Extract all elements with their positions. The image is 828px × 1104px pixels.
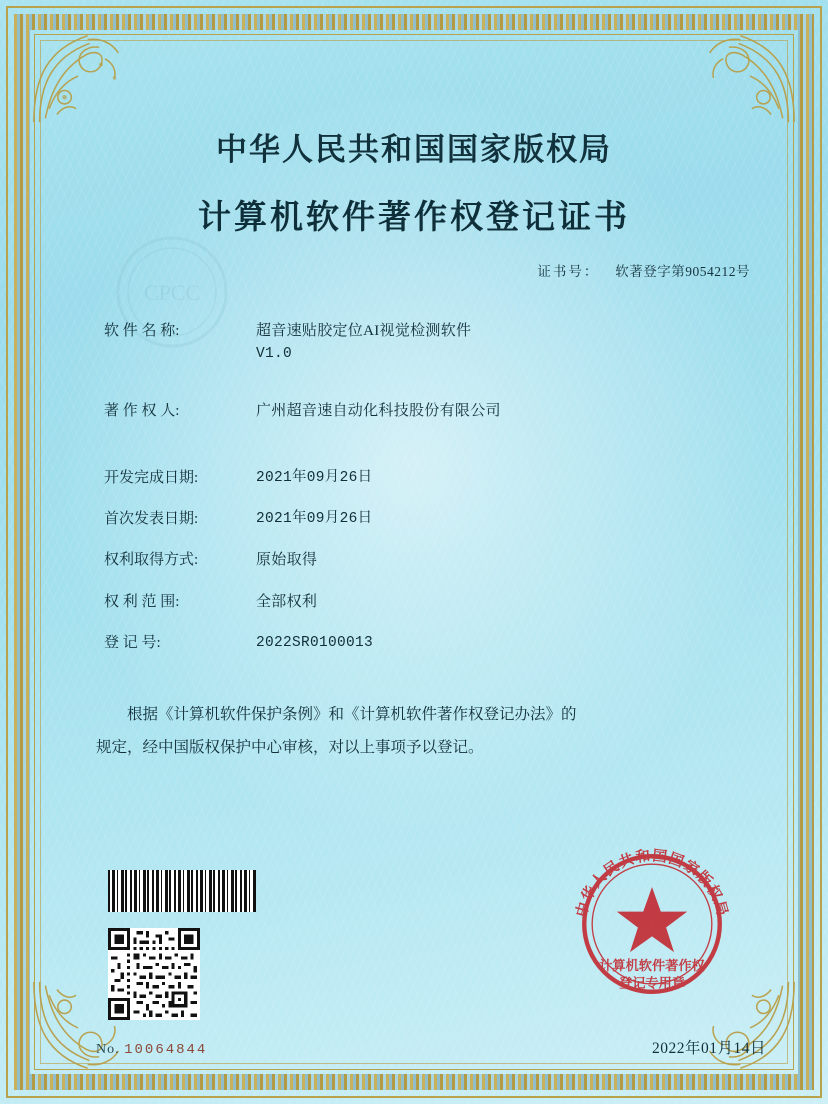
field-development-completion-date <box>104 467 746 490</box>
field-rights-scope <box>104 591 746 614</box>
field-label: 登 记 号: <box>104 634 161 651</box>
field-software-version <box>104 343 746 365</box>
field-value: 2021年09月26日 <box>256 511 373 528</box>
seal-outer-text: 中华人民共和国国家版权局 <box>573 848 731 919</box>
field-label: 权利取得方式: <box>104 552 199 569</box>
field-value: 全部权利 <box>256 593 318 610</box>
qr-code-icon <box>108 928 200 1020</box>
field-copyright-owner <box>104 400 746 423</box>
field-value: 2021年09月26日 <box>256 469 373 486</box>
serial-value: 10064844 <box>124 1042 208 1058</box>
field-label: 软 件 名 称: <box>104 323 180 339</box>
issue-date: 2022年01月14日 <box>651 1040 766 1057</box>
field-label: 首次发表日期: <box>104 511 199 528</box>
code-block <box>58 870 278 1020</box>
seal-inner-line-1: 计算机软件著作权 <box>599 957 705 973</box>
legal-statement <box>52 699 776 764</box>
field-first-publication-date <box>104 508 746 531</box>
field-registration-number <box>104 632 746 655</box>
field-label: 著 作 权 人: <box>104 402 180 419</box>
certificate-number-value: 软著登字第9054212号 <box>615 264 750 279</box>
field-rights-acquisition-method <box>104 549 746 572</box>
seal-inner-line-2: 登记专用章 <box>619 975 685 991</box>
statement-line-1: 根据《计算机软件保护条例》和《计算机软件著作权登记办法》的 <box>127 706 577 724</box>
statement-line-2: 规定，经中国版权保护中心审核，对以上事项予以登记。 <box>96 738 484 756</box>
field-list <box>52 302 776 655</box>
field-value: V1.0 <box>256 346 293 363</box>
field-label: 开发完成日期: <box>104 469 199 486</box>
certificate-number-label: 证书号： <box>537 264 600 279</box>
authority-title: 中华人民共和国国家版权局 <box>216 132 612 167</box>
barcode-icon <box>108 870 256 912</box>
field-software-name <box>104 320 746 343</box>
svg-text:CPCC: CPCC <box>143 280 201 305</box>
field-value: 2022SR0100013 <box>256 634 374 651</box>
serial-label: No. <box>96 1042 120 1057</box>
certificate-number <box>52 260 776 280</box>
field-value: 原始取得 <box>256 552 318 569</box>
page-title: 计算机软件著作权登记证书 <box>198 200 630 236</box>
serial-number <box>96 1042 207 1058</box>
official-seal-icon <box>564 836 740 1012</box>
field-value: 超音速贴胶定位AI视觉检测软件 <box>256 323 472 339</box>
field-label: 权 利 范 围: <box>104 593 180 610</box>
field-value: 广州超音速自动化科技股份有限公司 <box>256 402 501 419</box>
